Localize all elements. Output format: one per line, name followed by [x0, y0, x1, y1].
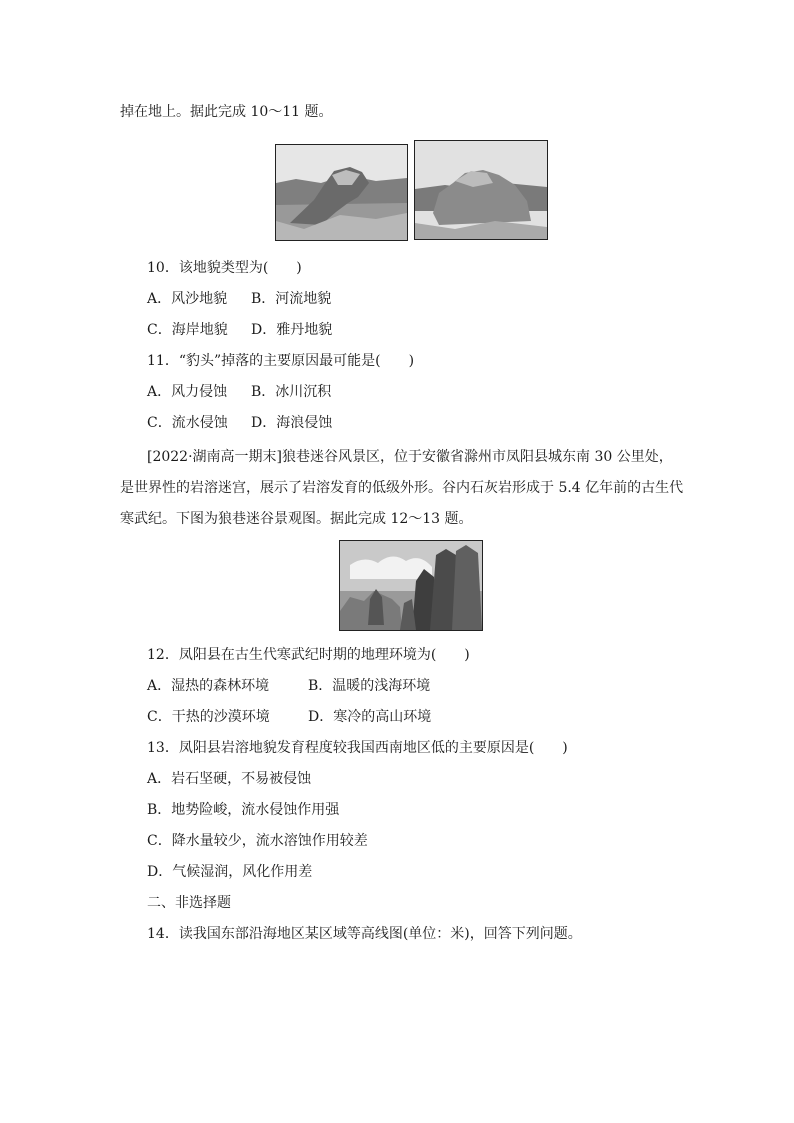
q12-option-d: D．寒冷的高山环境	[308, 709, 432, 725]
langxiang-valley-photo	[339, 540, 483, 631]
q11-stem: 11．“豹头”掉落的主要原因最可能是( )	[147, 353, 415, 369]
q13-option-d: D．气候湿润，风化作用差	[147, 864, 313, 880]
q11-option-b: B．冰川沉积	[251, 384, 332, 400]
q13-option-b: B．地势险峻，流水侵蚀作用强	[147, 802, 340, 818]
q10-option-a: A．风沙地貌	[147, 291, 228, 307]
leopard-rock-photo-before	[275, 144, 408, 241]
section-heading: 二、非选择题	[147, 895, 231, 911]
q13-stem: 13．凤阳县岩溶地貌发育程度较我国西南地区低的主要原因是( )	[147, 740, 568, 756]
q12-option-a: A．湿热的森林环境	[147, 678, 270, 694]
q10-stem: 10．该地貌类型为( )	[147, 260, 302, 276]
q13-option-c: C．降水量较少，流水溶蚀作用较差	[147, 833, 368, 849]
q12-option-c: C．干热的沙漠环境	[147, 709, 270, 725]
leopard-rock-photo-after	[414, 140, 548, 240]
passage-line-1: [2022·湖南高一期末]狼巷迷谷风景区，位于安徽省滁州市凤阳县城东南 30 公里处，	[147, 449, 673, 465]
q10-option-d: D．雅丹地貌	[251, 322, 333, 338]
q12-stem: 12．凤阳县在古生代寒武纪时期的地理环境为( )	[147, 647, 470, 663]
q10-option-c: C．海岸地貌	[147, 322, 228, 338]
passage-line-3: 寒武纪。下图为狼巷迷谷景观图。据此完成 12～13 题。	[120, 511, 473, 527]
passage-line-2: 是世界性的岩溶迷宫，展示了岩溶发育的低级外形。谷内石灰岩形成于 5.4 亿年前的古生代	[120, 480, 684, 496]
q14-stem: 14．读我国东部沿海地区某区域等高线图(单位：米)，回答下列问题。	[147, 926, 582, 942]
q13-option-a: A．岩石坚硬，不易被侵蚀	[147, 771, 312, 787]
q10-option-b: B．河流地貌	[251, 291, 332, 307]
q11-option-d: D．海浪侵蚀	[251, 415, 333, 431]
intro-tail: 掉在地上。据此完成 10～11 题。	[120, 104, 333, 120]
q12-option-b: B．温暖的浅海环境	[308, 678, 431, 694]
q11-option-c: C．流水侵蚀	[147, 415, 228, 431]
q11-option-a: A．风力侵蚀	[147, 384, 228, 400]
